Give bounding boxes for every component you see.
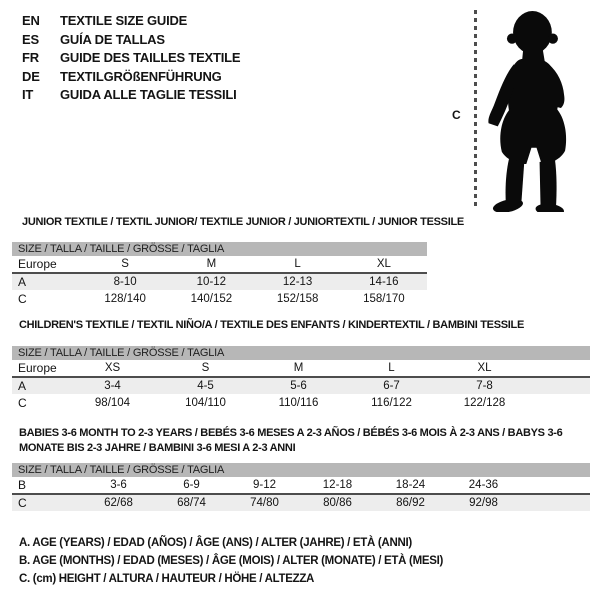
size-cell: XL [376, 258, 391, 270]
language-code: DE [22, 68, 40, 84]
spacer-cell [531, 377, 590, 394]
size-cell: XL [477, 362, 492, 374]
row-label-cell: A [18, 379, 27, 393]
language-row-es [22, 31, 240, 50]
table-row [12, 377, 590, 394]
language-code: ES [22, 31, 39, 47]
height-measure-line [474, 10, 477, 210]
size-cell: 68/74 [177, 497, 206, 509]
language-label: TEXTILGRÖßENFÜHRUNG [60, 68, 222, 84]
baby-silhouette-icon [483, 8, 588, 212]
junior-size-table [12, 242, 427, 307]
size-cell: 7-8 [476, 380, 493, 392]
row-label-cell: A [18, 275, 27, 289]
size-cell: 3-6 [110, 479, 127, 491]
size-cell: M [293, 362, 304, 374]
language-title-block [22, 12, 240, 105]
size-cell: S [201, 362, 210, 374]
size-cell: 98/104 [94, 396, 131, 409]
table-row [12, 477, 590, 494]
size-cell: 12-18 [322, 479, 353, 491]
size-header-label: SIZE / TALLA / TAILLE / GRÖSSE / TAGLIA [12, 463, 590, 477]
language-code: IT [22, 87, 34, 102]
size-cell: 152/158 [276, 292, 319, 305]
size-cell: 122/128 [463, 396, 506, 409]
legend-line-age-months: B. AGE (MONTHS) / EDAD (MESES) / ÂGE (MOIS) / ALTER (MONATE) / ETÀ (MESI) [19, 555, 444, 567]
size-header-band [12, 242, 427, 256]
row-label-cell: C [18, 496, 27, 510]
language-label: GUIDE DES TAILLES TEXTILE [60, 50, 241, 65]
table-row [12, 273, 427, 290]
language-code: EN [22, 13, 40, 28]
language-label: GUIDA ALLE TAGLIE TESSILI [60, 87, 237, 102]
size-cell: 140/152 [190, 292, 233, 305]
size-cell: 6-9 [183, 479, 200, 491]
size-cell: 128/140 [104, 292, 146, 305]
size-cell: 10-12 [196, 276, 227, 288]
children-table-title: CHILDREN'S TEXTILE / TEXTIL NIÑO/A / TEXTILE DES ENFANTS / KINDERTEXTIL / BAMBINI TESSILE [19, 319, 524, 331]
table-row [12, 360, 590, 377]
size-cell: L [388, 362, 395, 374]
size-cell: 18-24 [395, 479, 426, 491]
legend-line-height: C. (cm) HEIGHT / ALTURA / HAUTEUR / HÖHE / ALTEZZA [19, 573, 315, 585]
spacer-cell [531, 360, 590, 377]
size-cell: 110/116 [278, 396, 319, 409]
table-row [12, 256, 427, 273]
size-cell: 92/98 [469, 497, 498, 509]
legend-block [19, 534, 443, 588]
spacer-cell [520, 494, 590, 511]
size-cell: 80/86 [323, 497, 352, 509]
language-label: TEXTILE SIZE GUIDE [60, 13, 188, 28]
language-row-en [22, 12, 240, 31]
size-header-label: SIZE / TALLA / TAILLE / GRÖSSE / TAGLIA [12, 346, 590, 360]
legend-line-age-years: A. AGE (YEARS) / EDAD (AÑOS) / ÂGE (ANS) / ALTER (JAHRE) / ETÀ (ANNI) [19, 537, 412, 549]
size-cell: 3-4 [104, 380, 121, 392]
table-row [12, 494, 590, 511]
babies-table-title: BABIES 3-6 MONTH TO 2-3 YEARS / BEBÉS 3-6 MESES A 2-3 AÑOS / BÉBÉS 3-6 MOIS À 2-3 ANS / BABYS 3-6 MONATE BIS 2-3 JAHRE / BAMBINI 3-6 MESI A 2-3 ANNI [19, 427, 563, 454]
height-measure-label: C [452, 108, 461, 122]
table-row [12, 394, 590, 411]
row-label-cell: Europe [18, 361, 57, 375]
size-cell: S [121, 258, 129, 270]
size-header-band [12, 346, 590, 360]
size-cell: 14-16 [369, 276, 399, 288]
row-label-cell: C [18, 395, 27, 410]
size-cell: 5-6 [290, 380, 307, 392]
size-cell: 24-36 [468, 479, 499, 491]
size-cell: 116/122 [371, 396, 412, 409]
baby-figure [450, 6, 598, 216]
size-cell: 74/80 [250, 497, 279, 509]
row-label-cell: Europe [18, 257, 57, 271]
size-cell: 86/92 [396, 497, 425, 509]
babies-size-table [12, 463, 590, 511]
size-cell: 158/170 [363, 292, 405, 305]
size-header-band [12, 463, 590, 477]
language-code: FR [22, 50, 39, 65]
table-row [12, 290, 427, 307]
size-cell: 4-5 [197, 380, 214, 392]
spacer-cell [531, 394, 590, 411]
size-cell: XS [104, 362, 121, 374]
size-cell: M [206, 258, 217, 270]
junior-table-title: JUNIOR TEXTILE / TEXTIL JUNIOR/ TEXTILE JUNIOR / JUNIORTEXTIL / JUNIOR TESSILE [22, 216, 464, 228]
language-label: GUÍA DE TALLAS [60, 31, 165, 47]
spacer-cell [520, 477, 590, 494]
size-cell: L [294, 258, 301, 270]
children-size-table [12, 346, 590, 411]
row-label-cell: B [18, 478, 27, 492]
language-row-fr [22, 49, 240, 68]
language-row-de [22, 68, 240, 87]
size-cell: 6-7 [383, 380, 400, 392]
size-cell: 8-10 [113, 276, 137, 288]
size-cell: 104/110 [185, 396, 226, 409]
size-header-label: SIZE / TALLA / TAILLE / GRÖSSE / TAGLIA [12, 242, 427, 256]
size-cell: 12-13 [282, 276, 313, 288]
size-cell: 9-12 [252, 479, 277, 491]
language-row-it [22, 86, 240, 105]
row-label-cell: C [18, 291, 27, 306]
size-cell: 62/68 [104, 497, 133, 509]
